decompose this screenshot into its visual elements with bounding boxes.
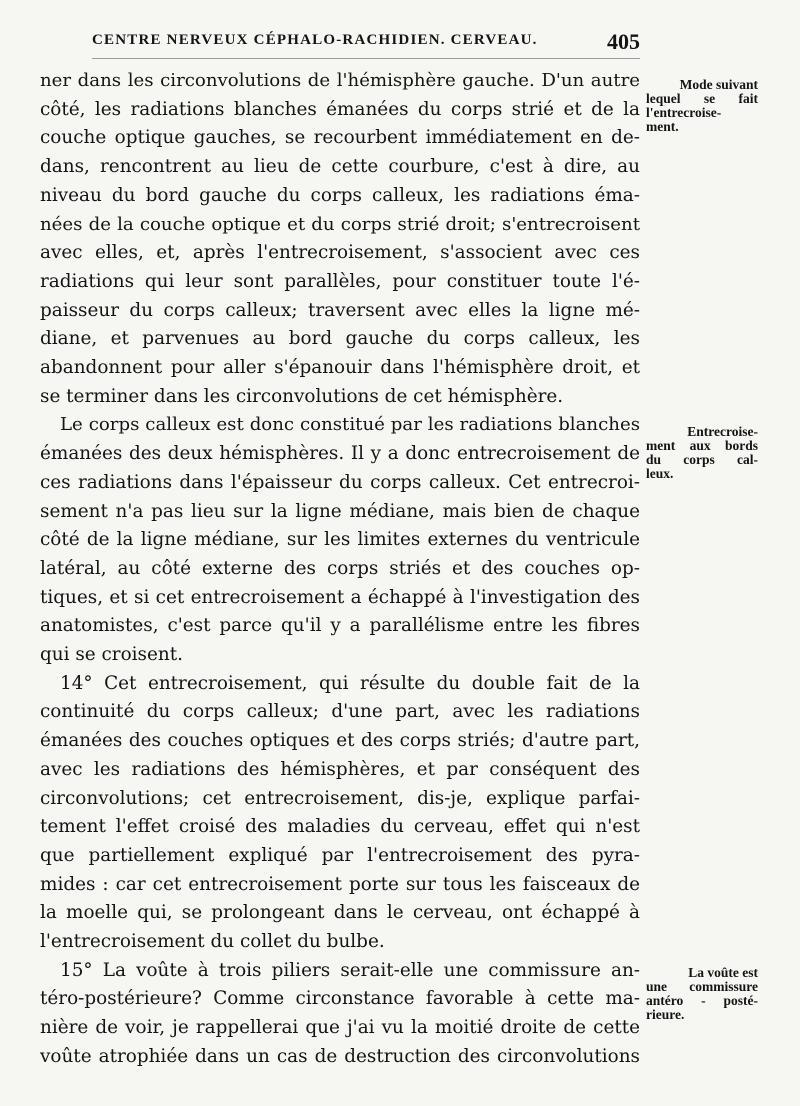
- text-line: l'entrecroisement du collet du bulbe.: [40, 931, 385, 952]
- margin-note-line: lequel se fait: [646, 91, 758, 106]
- text-line: tement l'effet croisé des maladies du cerveau, effet qui n'est: [40, 816, 640, 838]
- margin-note-line: antéro - posté-: [646, 993, 758, 1008]
- margin-note: [646, 966, 758, 1022]
- margin-note: [646, 78, 758, 134]
- text-line: avec elles, et, après l'entrecroisement, s'associent avec ces: [40, 242, 640, 264]
- text-line: nées de la couche optique et du corps strié droit; s'entrecroisent: [40, 213, 640, 235]
- text-line: sement n'a pas lieu sur la ligne médiane, mais bien de chaque: [40, 500, 640, 522]
- page-number: 405: [607, 29, 640, 54]
- text-line: téro-postérieure? Comme circonstance favorable à cette ma-: [40, 988, 640, 1010]
- margin-note-line: La voûte est: [688, 965, 758, 980]
- running-title: CENTRE NERVEUX CÉPHALO-RACHIDIEN. CERVEAU.: [92, 32, 538, 48]
- text-line: latéral, au côté externe des corps striés et des couches op-: [40, 557, 640, 579]
- text-line: 15° La voûte à trois piliers serait-elle une commissure an-: [60, 959, 640, 981]
- text-line: tiques, et si cet entrecroisement a échappé à l'investigation des: [40, 586, 640, 608]
- text-line: mides : car cet entrecroisement porte sur tous les faisceaux de: [40, 873, 640, 895]
- margin-note-line: Entrecroise-: [687, 424, 758, 439]
- text-line: anatomistes, c'est parce qu'il y a parallélisme entre les fibres: [40, 615, 640, 637]
- text-line: couche optique gauches, se recourbent immédiatement en de-: [40, 127, 640, 149]
- text-line: paisseur du corps calleux; traversent avec elles la ligne mé-: [40, 299, 640, 321]
- text-line: ner dans les circonvolutions de l'hémisphère gauche. D'un autre: [40, 70, 640, 91]
- text-line: côté de la ligne médiane, sur les limites externes du ventricule: [40, 529, 640, 551]
- text-line: que partiellement expliqué par l'entrecroisement des pyra-: [40, 844, 640, 866]
- margin-note-line: rieure.: [646, 1007, 685, 1022]
- running-head: [92, 29, 640, 59]
- margin-note-line: ment.: [646, 119, 679, 134]
- text-line: ces radiations dans l'épaisseur du corps calleux. Cet entrecroi-: [40, 471, 640, 493]
- text-line: dans, rencontrent au lieu de cette courbure, c'est à dire, au: [40, 156, 640, 178]
- text-line: la moelle qui, se prolongeant dans le cerveau, ont échappé à: [40, 902, 640, 924]
- text-line: 14° Cet entrecroisement, qui résulte du double fait de la: [60, 672, 640, 694]
- text-line: niveau du bord gauche du corps calleux, les radiations éma-: [40, 184, 640, 206]
- text-line: abandonnent pour aller s'épanouir dans l'hémisphère droit, et: [40, 357, 640, 378]
- margin-note-line: l'entrecroise-: [646, 105, 722, 120]
- text-line: côté, les radiations blanches émanées du corps strié et de la: [40, 98, 640, 120]
- margin-note-line: du corps cal-: [646, 452, 758, 467]
- text-line: Le corps calleux est donc constitué par les radiations blanches: [60, 414, 640, 436]
- text-line: radiations qui leur sont parallèles, pour constituer toute l'é-: [40, 270, 640, 292]
- margin-note: [646, 425, 758, 481]
- text-line: continuité du corps calleux; d'une part, avec les radiations: [40, 701, 640, 723]
- text-line: avec les radiations des hémisphères, et par conséquent des: [40, 758, 640, 780]
- margin-note-line: leux.: [646, 466, 674, 481]
- text-line: se terminer dans les circonvolutions de cet hémisphère.: [40, 385, 564, 407]
- text-line: émanées des deux hémisphères. Il y a donc entrecroisement de: [40, 443, 640, 465]
- margin-note-line: Mode suivant: [679, 77, 758, 92]
- text-line: émanées des couches optiques et des corps striés; d'autre part,: [40, 730, 640, 752]
- text-line: circonvolutions; cet entrecroisement, dis-je, explique parfai-: [40, 787, 640, 809]
- margin-note-line: une commissure: [646, 979, 758, 994]
- text-line: nière de voir, je rappellerai que j'ai vu la moitié droite de cette: [40, 1017, 640, 1039]
- text-line: diane, et parvenues au bord gauche du corps calleux, les: [40, 328, 640, 350]
- margin-note-line: ment aux bords: [646, 438, 758, 453]
- text-line: voûte atrophiée dans un cas de destruction des circonvolutions: [40, 1045, 640, 1067]
- text-line: qui se croisent.: [40, 644, 183, 665]
